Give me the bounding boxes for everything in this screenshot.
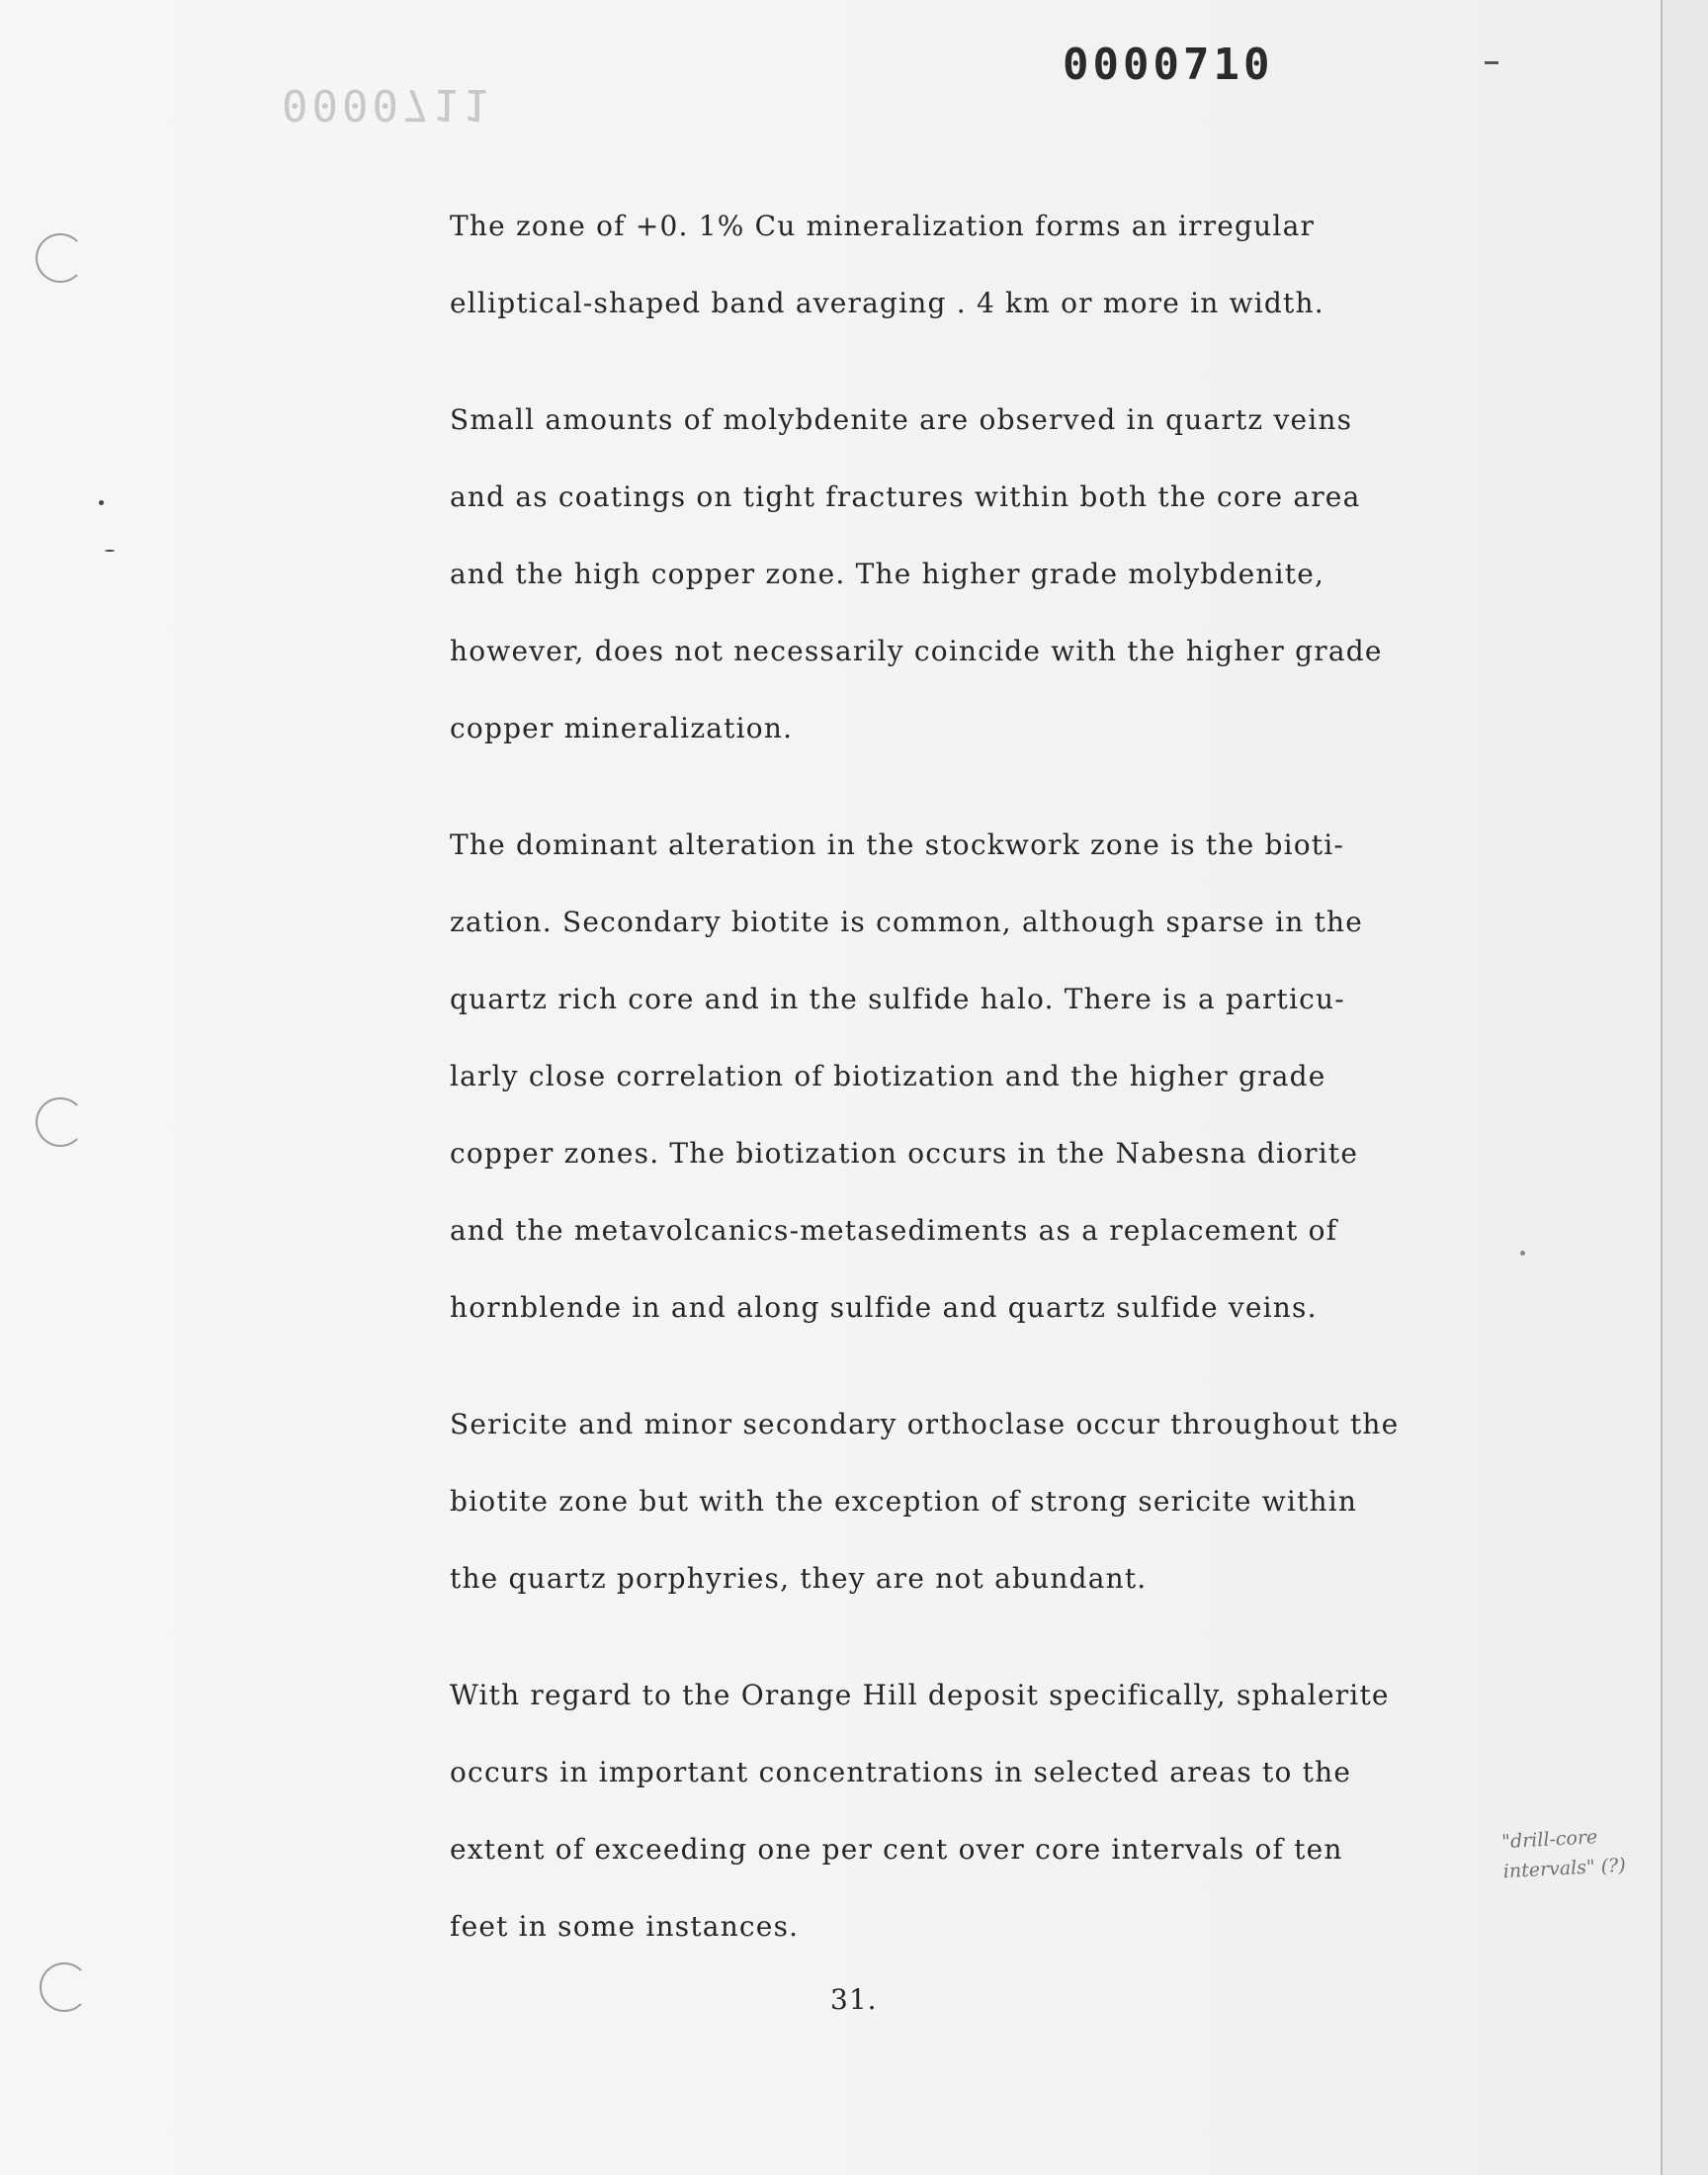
stray-mark (1485, 61, 1498, 64)
paragraph-4 (450, 1386, 1517, 1617)
body-text (450, 188, 1517, 2005)
text-line: occurs in important concentrations in selected areas to the (450, 1756, 1352, 1788)
text-line: the quartz porphyries, they are not abundant. (450, 1562, 1148, 1595)
handwritten-margin-note (1501, 1821, 1627, 1886)
text-line: copper mineralization. (450, 712, 794, 744)
text-line: Sericite and minor secondary orthoclase occur throughout the (450, 1408, 1400, 1440)
paragraph-2 (450, 382, 1517, 767)
page-number: 31. (830, 1983, 878, 2016)
text-line: quartz rich core and in the sulfide halo. There is a particu- (450, 983, 1345, 1015)
text-line: hornblende in and along sulfide and quartz sulfide veins. (450, 1291, 1318, 1324)
punch-hole-bottom (40, 1962, 89, 2012)
punch-hole-top (36, 233, 85, 283)
punch-hole-middle (36, 1097, 85, 1147)
paragraph-3 (450, 807, 1517, 1347)
margin-note-line: "drill-core (1500, 1826, 1598, 1854)
text-line: and as coatings on tight fractures within both the core area (450, 480, 1361, 513)
speck (1520, 1251, 1525, 1256)
document-stamp-number: 0000710 (1063, 40, 1274, 90)
paragraph-1 (450, 188, 1517, 342)
text-line: The dominant alteration in the stockwork zone is the bioti- (450, 828, 1345, 861)
text-line: The zone of +0. 1% Cu mineralization forms an irregular (450, 210, 1316, 242)
text-line: copper zones. The biotization occurs in the Nabesna diorite (450, 1137, 1359, 1170)
text-line: Small amounts of molybdenite are observed in quartz veins (450, 403, 1353, 436)
text-line: extent of exceeding one per cent over core intervals of ten (450, 1833, 1343, 1866)
text-line: larly close correlation of biotization and the higher grade (450, 1060, 1326, 1092)
speck (99, 500, 104, 505)
text-line: and the high copper zone. The higher grade molybdenite, (450, 558, 1325, 590)
text-line: feet in some instances. (450, 1910, 800, 1943)
text-line: however, does not necessarily coincide with the higher grade (450, 635, 1383, 667)
paragraph-5 (450, 1657, 1517, 1965)
text-line: biotite zone but with the exception of strong sericite within (450, 1485, 1358, 1518)
text-line: elliptical-shaped band averaging . 4 km or more in width. (450, 287, 1324, 319)
text-line: With regard to the Orange Hill deposit specifically, sphalerite (450, 1679, 1390, 1711)
text-line: zation. Secondary biotite is common, although sparse in the (450, 906, 1364, 938)
text-line: and the metavolcanics-metasediments as a replacement of (450, 1214, 1338, 1247)
speck (105, 550, 115, 552)
margin-note-line: intervals" (?) (1502, 1854, 1627, 1883)
bleed-through-stamp: 0000711 (282, 79, 493, 130)
